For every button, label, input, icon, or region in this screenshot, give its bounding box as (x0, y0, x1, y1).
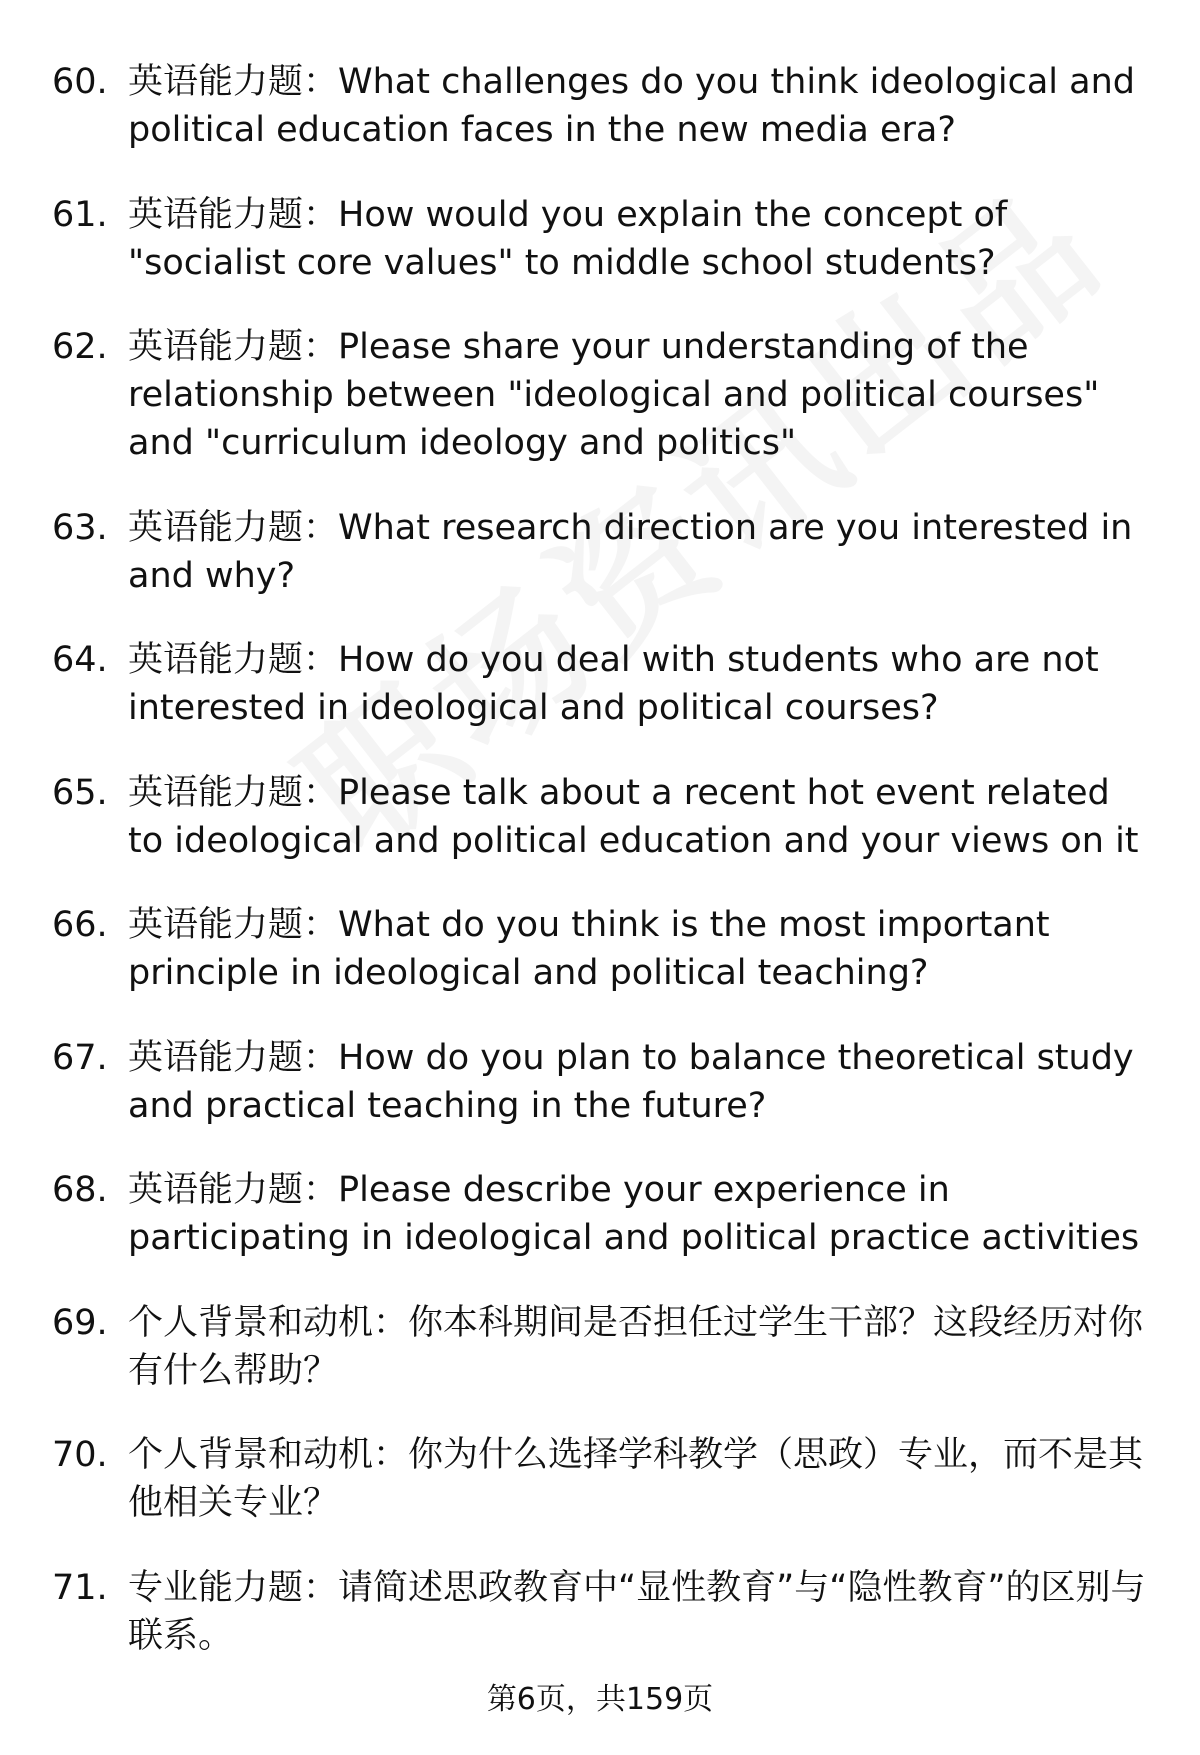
question-list (0, 58, 1200, 1696)
question-category: 英语能力题： (128, 194, 339, 235)
question-number: 68. (52, 1170, 108, 1210)
question-number: 65. (52, 772, 108, 813)
question-item (0, 1431, 1200, 1527)
question-text (128, 1166, 1148, 1262)
question-item (0, 1564, 1200, 1660)
page-number: 第6页，共159页 (486, 1682, 714, 1717)
question-text (128, 1431, 1148, 1527)
question-text (128, 1034, 1148, 1130)
question-body: Please talk about a recent hot event related to ideological and political education and your views on it (128, 772, 1139, 861)
question-category: 专业能力题： (128, 1567, 339, 1608)
question-number: 62. (52, 327, 108, 367)
question-text (128, 769, 1148, 865)
question-item (0, 58, 1200, 154)
question-item (0, 636, 1200, 732)
question-category: 英语能力题： (128, 640, 339, 680)
question-category: 英语能力题： (128, 327, 339, 367)
question-item (0, 191, 1200, 287)
question-body: Please share your understanding of the relationship between "ideological and political courses" and "curriculum ideology and politics" (128, 327, 1100, 463)
question-category: 个人背景和动机： (128, 1302, 409, 1343)
question-item (0, 1034, 1200, 1130)
question-item (0, 1299, 1200, 1395)
question-body: How do you plan to balance theoretical study and practical teaching in the future? (128, 1037, 1134, 1126)
question-category: 英语能力题： (128, 1170, 339, 1210)
question-category: 英语能力题： (128, 1037, 339, 1078)
question-body: Please describe your experience in participating in ideological and political practice activities (128, 1170, 1140, 1258)
question-body: What do you think is the most important principle in ideological and political teaching? (128, 905, 1050, 993)
question-text (128, 191, 1148, 287)
question-item (0, 769, 1200, 865)
question-text (128, 323, 1148, 467)
question-body: What research direction are you interested in and why? (128, 507, 1133, 596)
question-text (128, 504, 1148, 600)
question-category: 个人背景和动机： (128, 1435, 409, 1475)
question-body: 请简述思政教育中“显性教育”与“隐性教育”的区别与联系。 (128, 1567, 1146, 1656)
question-item (0, 901, 1200, 997)
question-number: 70. (52, 1435, 108, 1475)
question-text (128, 58, 1148, 154)
question-text (128, 901, 1148, 997)
question-text (128, 636, 1148, 732)
question-number: 60. (52, 62, 108, 102)
question-text (128, 1564, 1148, 1660)
question-category: 英语能力题： (128, 905, 339, 945)
question-body: What challenges do you think ideological and political education faces in the new media era? (128, 62, 1136, 150)
question-number: 61. (52, 194, 108, 235)
question-number: 71. (52, 1567, 108, 1608)
question-category: 英语能力题： (128, 507, 339, 548)
question-text (128, 1299, 1148, 1395)
question-body: 你本科期间是否担任过学生干部？这段经历对你有什么帮助？ (128, 1302, 1144, 1391)
question-item (0, 323, 1200, 467)
question-number: 64. (52, 640, 108, 680)
question-body: 你为什么选择学科教学（思政）专业，而不是其他相关专业？ (128, 1435, 1144, 1523)
question-item (0, 504, 1200, 600)
question-number: 63. (52, 507, 108, 548)
question-number: 66. (52, 905, 108, 945)
question-number: 69. (52, 1302, 108, 1343)
question-body: How do you deal with students who are not interested in ideological and political courses? (128, 640, 1099, 728)
question-category: 英语能力题： (128, 772, 339, 813)
question-body: How would you explain the concept of "socialist core values" to middle school students? (128, 194, 1008, 283)
question-number: 67. (52, 1037, 108, 1078)
question-category: 英语能力题： (128, 62, 339, 102)
question-item (0, 1166, 1200, 1262)
